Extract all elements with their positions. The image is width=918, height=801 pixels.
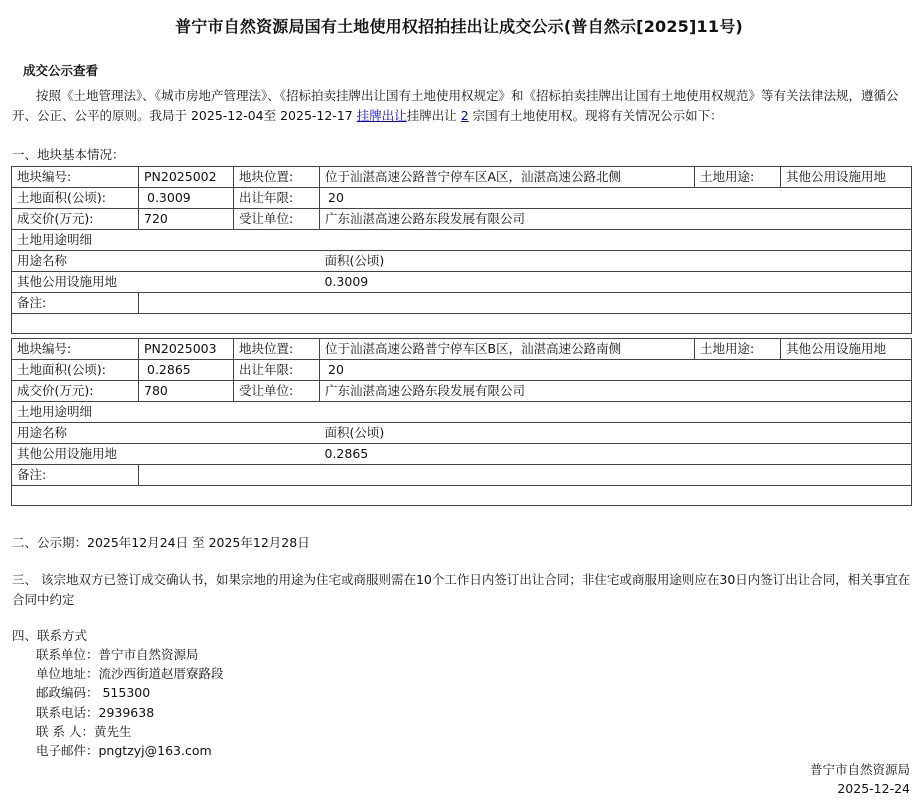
- listing-link[interactable]: 挂牌出让: [356, 108, 407, 123]
- table-row: [12, 360, 912, 381]
- table-row: [12, 465, 912, 486]
- sign-org: 普宁市自然资源局: [809, 762, 910, 777]
- count-link[interactable]: 2: [460, 108, 469, 123]
- use-area-header: 面积(公顷): [320, 251, 912, 272]
- use-value: 其他公用设施用地: [781, 339, 912, 360]
- use-area-header: 面积(公顷): [320, 423, 912, 444]
- area-label: 土地面积(公顷):: [12, 360, 139, 381]
- table-row: [12, 444, 912, 465]
- parcel-table-1: [11, 166, 912, 334]
- remark-value: [139, 465, 912, 486]
- detail-use-area: 0.3009: [320, 272, 912, 293]
- publicity-period: 二、公示期：2025年12月24日 至 2025年12月28日: [12, 535, 310, 550]
- buyer-value: 广东汕湛高速公路东段发展有限公司: [320, 209, 912, 230]
- price-value: 780: [139, 381, 234, 402]
- location-label: 地块位置:: [234, 167, 320, 188]
- table-row: [12, 230, 912, 251]
- price-label: 成交价(万元):: [12, 209, 139, 230]
- sign-date: 2025-12-24: [837, 781, 910, 796]
- table-row: [12, 167, 912, 188]
- contact-info: [36, 645, 224, 760]
- table-row: [12, 486, 912, 506]
- intro-text-3: 宗国有土地使用权。现将有关情况公示如下：: [468, 108, 723, 123]
- contact-address: 单位地址：流沙西街道赵厝寮路段: [36, 666, 224, 682]
- area-value: 0.3009: [139, 188, 234, 209]
- use-label: 土地用途:: [695, 167, 781, 188]
- term-label: 出让年限:: [234, 360, 320, 381]
- table-row: [12, 339, 912, 360]
- contact-postcode: 邮政编码： 515300: [36, 685, 151, 701]
- detail-use-area: 0.2865: [320, 444, 912, 465]
- remark-value: [139, 293, 912, 314]
- contact-person: 联 系 人：黄先生: [36, 723, 132, 739]
- price-value: 720: [139, 209, 234, 230]
- signature-block: [810, 760, 910, 798]
- buyer-label: 受让单位:: [234, 209, 320, 230]
- detail-use-name: 其他公用设施用地: [12, 444, 320, 465]
- contact-section-title: 四、联系方式: [12, 628, 88, 643]
- parcel-no-label: 地块编号:: [12, 339, 139, 360]
- remark-label: 备注:: [12, 465, 139, 486]
- table-row: [12, 272, 912, 293]
- term-label: 出让年限:: [234, 188, 320, 209]
- table-row: [12, 314, 912, 334]
- location-label: 地块位置:: [234, 339, 320, 360]
- term-value: 20: [320, 360, 912, 381]
- use-value: 其他公用设施用地: [781, 167, 912, 188]
- term-value: 20: [320, 188, 912, 209]
- contract-notice: 三、 该宗地双方已签订成交确认书，如果宗地的用途为住宅或商服则需在10个工作日内签订出让合同；非住宅或商服用途则应在30日内签订出让合同，相关事宜在合同中约定: [12, 572, 911, 607]
- table-row: [12, 423, 912, 444]
- table-row: [12, 209, 912, 230]
- table-row: [12, 188, 912, 209]
- use-name-header: 用途名称: [12, 423, 320, 444]
- location-value: 位于汕湛高速公路普宁停车区A区，汕湛高速公路北侧: [320, 167, 695, 188]
- page-subtitle: 成交公示查看: [23, 63, 99, 78]
- table-row: [12, 251, 912, 272]
- contact-phone: 联系电话：2939638: [36, 704, 155, 720]
- table-row: [12, 381, 912, 402]
- section1-title: 一、地块基本情况：: [12, 147, 125, 162]
- spacer-row: [12, 314, 912, 334]
- parcel-no-value: PN2025003: [139, 339, 234, 360]
- buyer-value: 广东汕湛高速公路东段发展有限公司: [320, 381, 912, 402]
- spacer-row: [12, 486, 912, 506]
- table-row: [12, 402, 912, 423]
- table-row: [12, 293, 912, 314]
- use-detail-heading: 土地用途明细: [12, 230, 912, 251]
- intro-text-2: 挂牌出让: [406, 108, 461, 123]
- contact-email: 电子邮件：pngtzyj@163.com: [36, 743, 212, 759]
- price-label: 成交价(万元):: [12, 381, 139, 402]
- parcel-no-label: 地块编号:: [12, 167, 139, 188]
- buyer-label: 受让单位:: [234, 381, 320, 402]
- intro-text-1: 按照《土地管理法》、《城市房地产管理法》、《招标拍卖挂牌出让国有土地使用权规定》和《招标拍卖挂牌出让国有土地使用权规范》等有关法律法规，遵循公开、公正、公平的原则。我局于 2025-12-04至 2025-12-17: [12, 88, 899, 123]
- intro-paragraph: [12, 86, 912, 126]
- area-value: 0.2865: [139, 360, 234, 381]
- parcel-table-2: [11, 338, 912, 506]
- use-name-header: 用途名称: [12, 251, 320, 272]
- area-label: 土地面积(公顷):: [12, 188, 139, 209]
- contact-unit: 联系单位：普宁市自然资源局: [36, 647, 199, 662]
- parcel-no-value: PN2025002: [139, 167, 234, 188]
- remark-label: 备注:: [12, 293, 139, 314]
- page-title: 普宁市自然资源局国有土地使用权招拍挂出让成交公示(普自然示[2025]11号): [175, 17, 743, 36]
- detail-use-name: 其他公用设施用地: [12, 272, 320, 293]
- use-label: 土地用途:: [695, 339, 781, 360]
- use-detail-heading: 土地用途明细: [12, 402, 912, 423]
- location-value: 位于汕湛高速公路普宁停车区B区，汕湛高速公路南侧: [320, 339, 695, 360]
